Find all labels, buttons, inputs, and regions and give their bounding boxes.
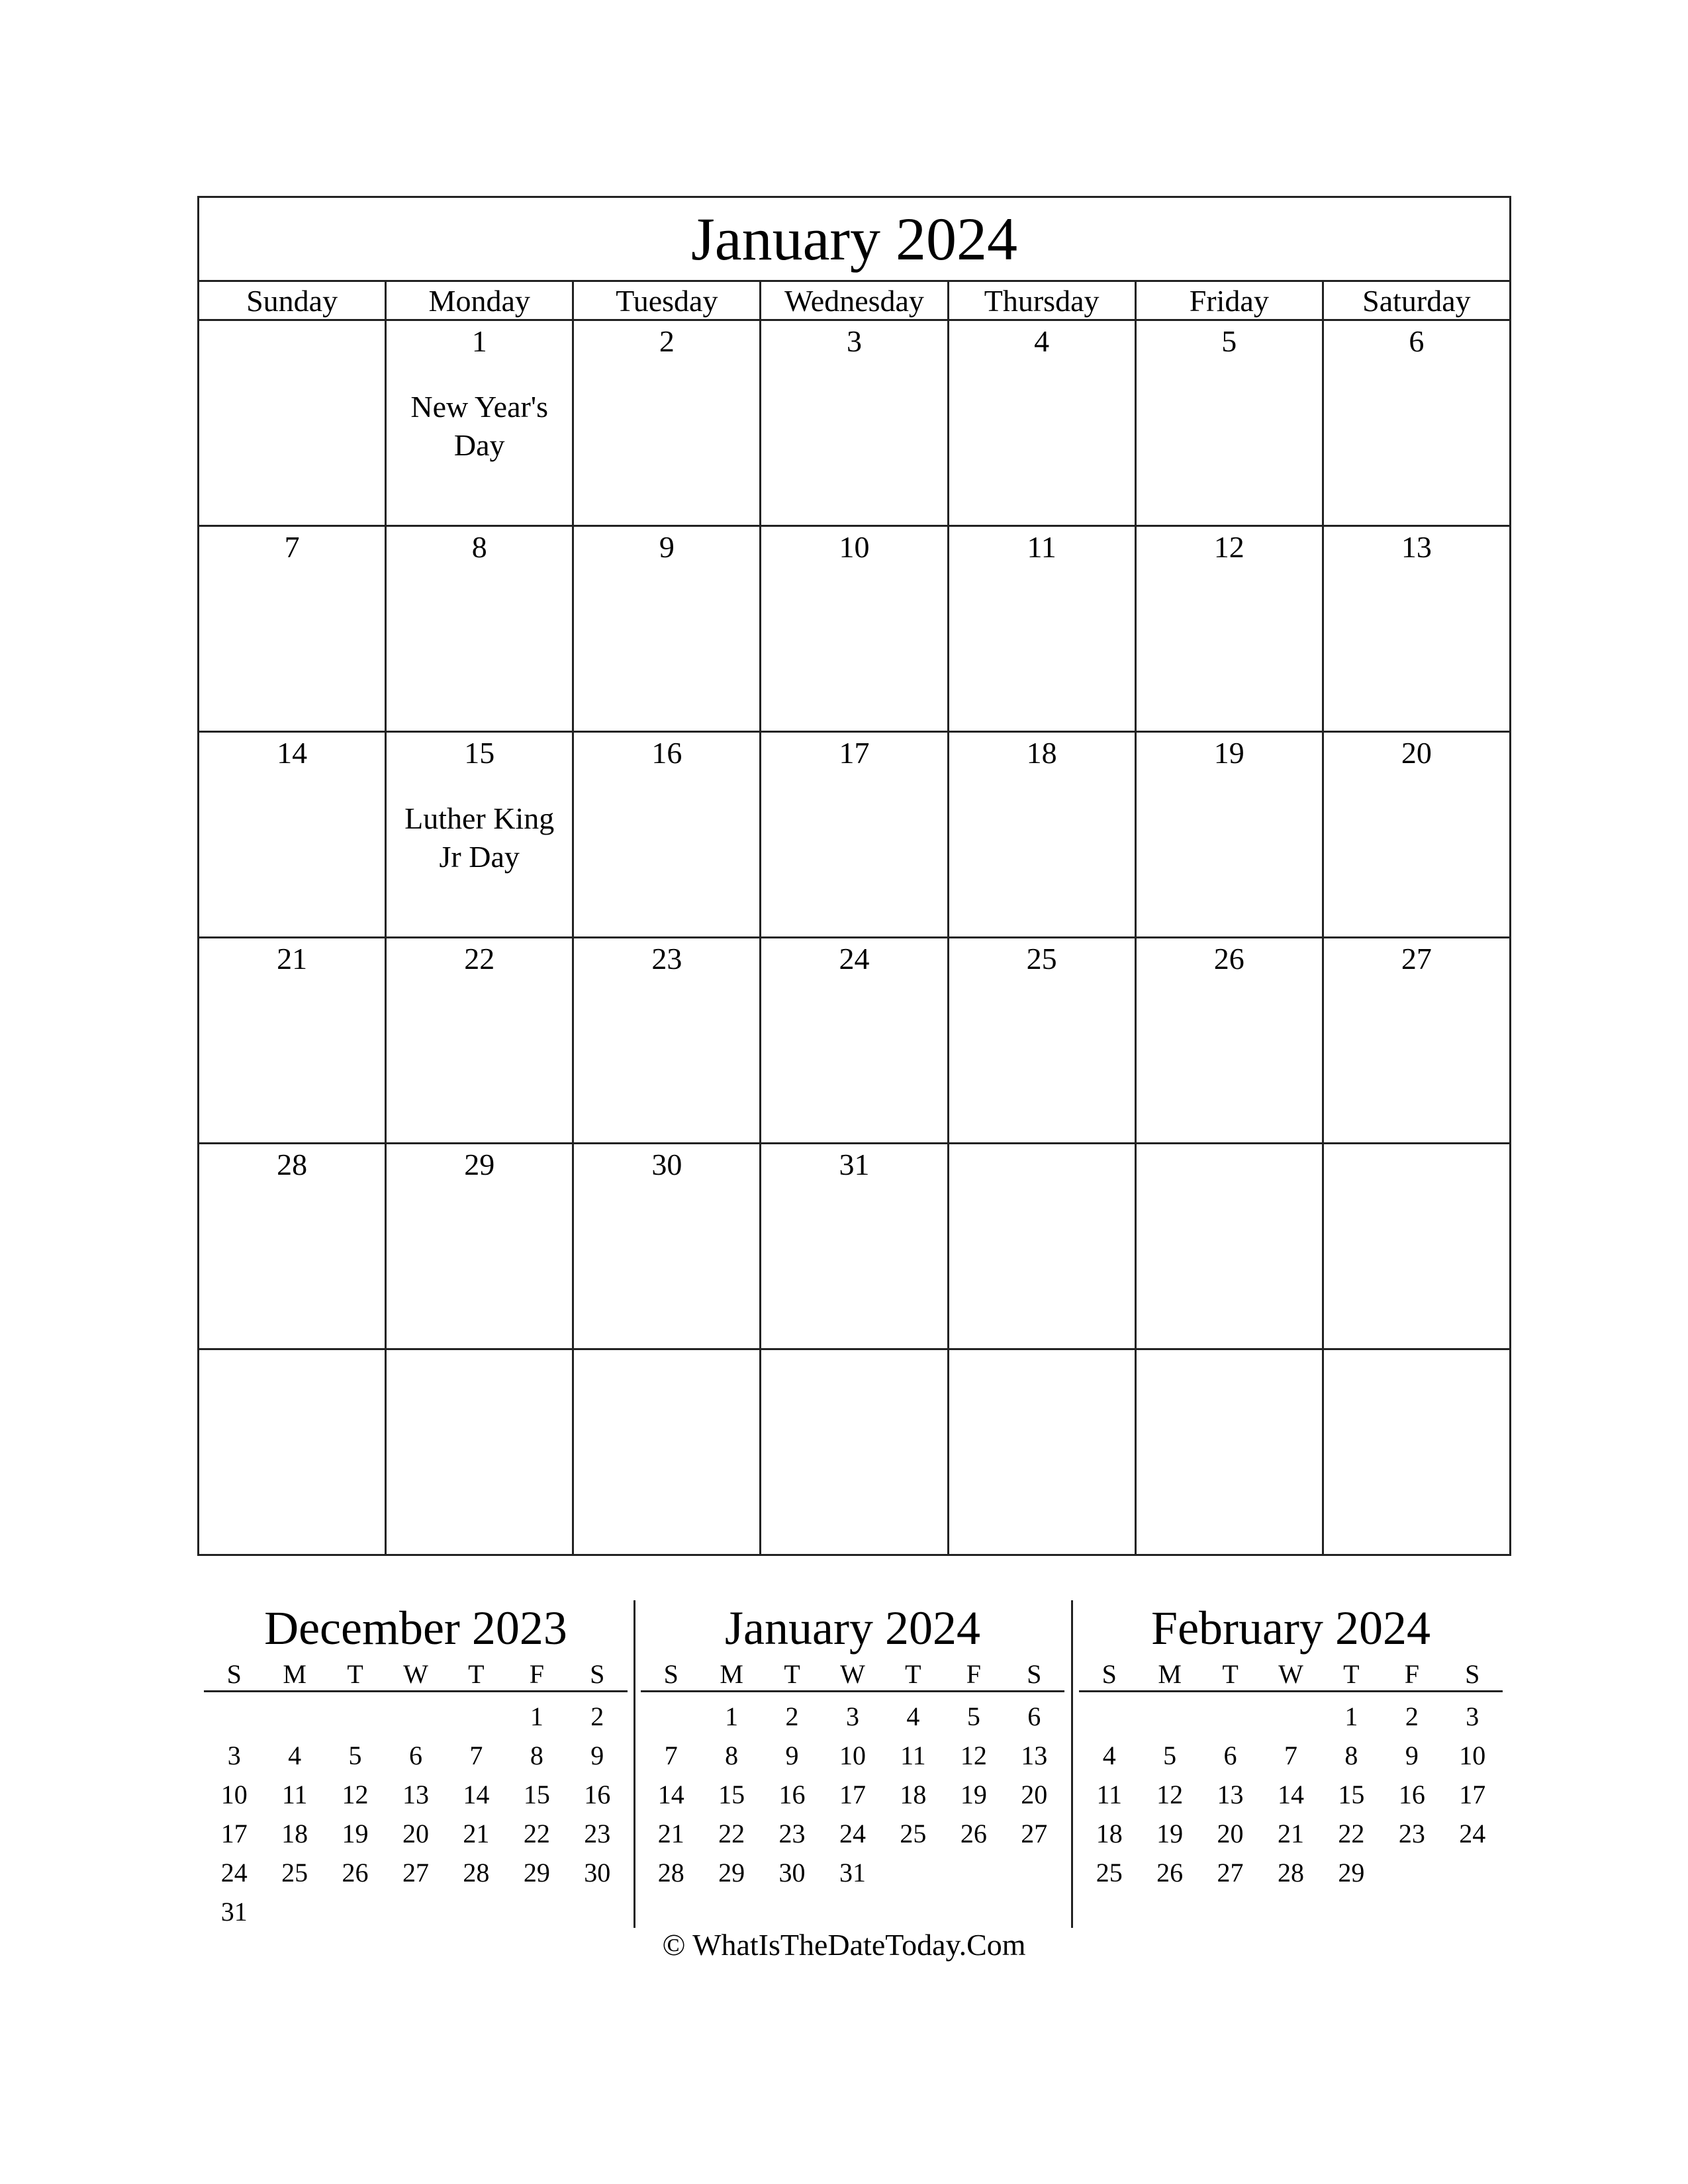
main-calendar [197, 196, 1511, 1556]
mini-day[interactable]: 3 [227, 1741, 241, 1770]
calendar-day-cell[interactable] [199, 526, 386, 732]
calendar-week-row [199, 732, 1511, 938]
mini-week-row [204, 1853, 628, 1892]
calendar-day-cell[interactable] [1135, 1144, 1323, 1349]
day-number: 5 [1221, 324, 1237, 358]
mini-day [943, 1853, 1004, 1892]
mini-day[interactable]: 4 [1102, 1741, 1116, 1770]
mini-day[interactable]: 9 [1405, 1741, 1419, 1770]
mini-calendar-title: January 2024 [725, 1602, 980, 1655]
copyright-footer: © WhatIsTheDateToday.Com [662, 1928, 1026, 1962]
calendar-day-cell[interactable] [1323, 320, 1510, 526]
calendar-day-cell[interactable] [1323, 732, 1510, 938]
calendar-day-cell[interactable] [386, 732, 573, 938]
mini-day [1004, 1853, 1064, 1892]
mini-day[interactable]: 2 [1405, 1702, 1419, 1731]
mini-week-row [204, 1736, 628, 1775]
mini-day[interactable]: 21 [463, 1819, 490, 1848]
calendar-day-cell[interactable] [386, 1144, 573, 1349]
weekday-thursday: Thursday [948, 281, 1135, 320]
mini-day [446, 1692, 506, 1737]
holiday-label: New Year's Day [410, 389, 549, 462]
calendar-day-cell[interactable] [1323, 1349, 1510, 1555]
day-number: 30 [651, 1148, 682, 1181]
mini-day[interactable]: 29 [523, 1858, 550, 1888]
mini-weekday-header: S [1442, 1657, 1503, 1692]
day-number: 19 [1213, 736, 1244, 770]
mini-weekday-header: M [701, 1657, 761, 1692]
mini-day [1079, 1692, 1139, 1737]
calendar-day-cell[interactable] [761, 1144, 948, 1349]
calendar-week-row [199, 1349, 1511, 1555]
mini-day[interactable]: 12 [342, 1780, 369, 1809]
mini-day[interactable]: 6 [408, 1741, 422, 1770]
mini-day[interactable]: 26 [342, 1858, 369, 1888]
mini-day[interactable]: 25 [281, 1858, 308, 1888]
mini-day[interactable]: 16 [584, 1780, 611, 1809]
calendar-day-cell[interactable] [948, 320, 1135, 526]
mini-day [1260, 1692, 1321, 1737]
mini-weekday-header: T [1200, 1657, 1260, 1692]
holiday-label: Luther King Jr Day [404, 801, 555, 874]
day-number: 8 [471, 530, 487, 564]
mini-day[interactable]: 30 [778, 1858, 806, 1888]
calendar-day-cell[interactable] [386, 320, 573, 526]
day-number: 22 [464, 942, 495, 976]
mini-day[interactable]: 4 [288, 1741, 302, 1770]
mini-weekday-header: S [1079, 1657, 1139, 1692]
mini-day[interactable]: 3 [1466, 1702, 1479, 1731]
mini-day[interactable]: 20 [1217, 1819, 1244, 1848]
mini-day[interactable]: 13 [1217, 1780, 1244, 1809]
mini-weekday-header: T [325, 1657, 385, 1692]
mini-day[interactable]: 28 [1277, 1858, 1304, 1888]
mini-day[interactable]: 27 [1217, 1858, 1244, 1888]
mini-week-row [1079, 1736, 1503, 1775]
mini-day [1200, 1692, 1260, 1737]
mini-day[interactable]: 24 [1459, 1819, 1486, 1848]
weekday-sunday: Sunday [199, 281, 386, 320]
mini-week-row [1079, 1692, 1503, 1737]
calendar-day-cell[interactable] [1135, 320, 1323, 526]
day-number: 7 [284, 530, 300, 564]
weekday-tuesday: Tuesday [573, 281, 761, 320]
mini-day[interactable]: 5 [1163, 1741, 1177, 1770]
mini-calendar-grid [204, 1657, 628, 1931]
mini-week-row [1079, 1775, 1503, 1814]
mini-day[interactable]: 23 [1398, 1819, 1425, 1848]
mini-day[interactable]: 1 [1344, 1702, 1358, 1731]
mini-day[interactable]: 27 [1021, 1819, 1048, 1848]
day-number: 27 [1401, 942, 1432, 976]
mini-day[interactable]: 30 [584, 1858, 611, 1888]
calendar-day-cell[interactable] [386, 526, 573, 732]
calendar-title: January 2024 [199, 197, 1511, 281]
mini-day[interactable]: 2 [590, 1702, 604, 1731]
mini-divider [1071, 1600, 1073, 1928]
mini-calendar-previous [204, 1602, 628, 1931]
day-number: 15 [464, 736, 495, 770]
day-number: 18 [1026, 736, 1057, 770]
mini-day [506, 1892, 567, 1931]
calendar-grid [199, 320, 1511, 1555]
day-number: 10 [839, 530, 870, 564]
mini-day[interactable]: 21 [657, 1819, 684, 1848]
mini-day[interactable]: 16 [1398, 1780, 1425, 1809]
mini-calendar-title: February 2024 [1151, 1602, 1430, 1655]
mini-day[interactable]: 21 [1277, 1819, 1304, 1848]
calendar-day-cell[interactable] [386, 938, 573, 1144]
day-number: 29 [464, 1148, 495, 1181]
mini-day [1382, 1853, 1442, 1892]
day-number: 6 [1409, 324, 1425, 358]
mini-day[interactable]: 13 [402, 1780, 429, 1809]
weekday-monday: Monday [386, 281, 573, 320]
weekday-wednesday: Wednesday [761, 281, 948, 320]
mini-day[interactable]: 11 [1096, 1780, 1122, 1809]
mini-day[interactable]: 24 [839, 1819, 866, 1848]
mini-weekday-header: S [1004, 1657, 1064, 1692]
mini-day[interactable]: 23 [584, 1819, 611, 1848]
mini-day[interactable]: 22 [1338, 1819, 1365, 1848]
mini-day[interactable]: 15 [1338, 1780, 1365, 1809]
mini-calendar-next [1079, 1602, 1503, 1892]
mini-week-row [641, 1692, 1064, 1737]
mini-weekday-header: M [1139, 1657, 1199, 1692]
day-number: 11 [1027, 530, 1056, 564]
mini-day[interactable]: 16 [778, 1780, 806, 1809]
calendar-day-cell[interactable] [573, 1144, 761, 1349]
mini-week-row [1079, 1814, 1503, 1853]
mini-day[interactable]: 19 [342, 1819, 369, 1848]
mini-day[interactable]: 29 [1338, 1858, 1365, 1888]
mini-weekday-header: T [883, 1657, 943, 1692]
mini-weekday-header: F [943, 1657, 1004, 1692]
mini-weekday-header: S [641, 1657, 701, 1692]
calendar-day-cell[interactable] [199, 320, 386, 526]
mini-day[interactable]: 19 [1156, 1819, 1184, 1848]
mini-day [1442, 1853, 1503, 1892]
mini-calendar-title: December 2023 [264, 1602, 567, 1655]
calendar-day-cell[interactable] [199, 938, 386, 1144]
mini-weekday-header: F [1382, 1657, 1442, 1692]
mini-weekday-header: S [204, 1657, 264, 1692]
mini-day [446, 1892, 506, 1931]
mini-week-row [641, 1736, 1064, 1775]
mini-week-row [641, 1853, 1064, 1892]
mini-day[interactable]: 29 [718, 1858, 745, 1888]
mini-weekday-header: W [822, 1657, 882, 1692]
mini-day[interactable]: 28 [657, 1858, 684, 1888]
calendar-day-cell[interactable] [761, 526, 948, 732]
mini-day[interactable]: 1 [530, 1702, 543, 1731]
mini-calendar-grid [641, 1657, 1064, 1892]
calendar-day-cell[interactable] [1135, 1349, 1323, 1555]
weekday-saturday: Saturday [1323, 281, 1510, 320]
mini-day[interactable]: 11 [281, 1780, 308, 1809]
mini-day[interactable]: 19 [960, 1780, 987, 1809]
mini-week-row [641, 1775, 1064, 1814]
calendar-day-cell[interactable] [573, 1349, 761, 1555]
day-number: 31 [839, 1148, 870, 1181]
mini-day[interactable]: 10 [220, 1780, 248, 1809]
mini-day[interactable]: 7 [664, 1741, 678, 1770]
calendar-day-cell[interactable] [948, 938, 1135, 1144]
mini-day [883, 1853, 943, 1892]
mini-day[interactable]: 26 [960, 1819, 987, 1848]
mini-day[interactable]: 10 [1459, 1741, 1486, 1770]
mini-week-row [204, 1775, 628, 1814]
mini-week-row [204, 1692, 628, 1737]
mini-day[interactable]: 15 [523, 1780, 550, 1809]
mini-weekday-header: W [385, 1657, 445, 1692]
mini-day[interactable]: 8 [725, 1741, 739, 1770]
day-number: 16 [651, 736, 682, 770]
mini-day[interactable]: 8 [1344, 1741, 1358, 1770]
mini-day[interactable]: 27 [402, 1858, 429, 1888]
calendar-day-cell[interactable] [573, 320, 761, 526]
day-number: 17 [839, 736, 870, 770]
calendar-day-cell[interactable] [948, 1144, 1135, 1349]
mini-day[interactable]: 18 [900, 1780, 927, 1809]
mini-day[interactable]: 6 [1223, 1741, 1237, 1770]
weekday-friday: Friday [1135, 281, 1323, 320]
mini-weekday-header: M [264, 1657, 324, 1692]
mini-day [264, 1892, 324, 1931]
mini-day[interactable]: 10 [839, 1741, 866, 1770]
mini-day [641, 1692, 701, 1737]
weekday-header-row [199, 281, 1511, 320]
mini-day[interactable]: 14 [657, 1780, 684, 1809]
calendar-day-cell[interactable] [1135, 526, 1323, 732]
calendar-day-cell[interactable] [199, 732, 386, 938]
mini-day[interactable]: 23 [778, 1819, 806, 1848]
mini-day [264, 1692, 324, 1737]
day-number: 13 [1401, 530, 1432, 564]
mini-day[interactable]: 13 [1021, 1741, 1048, 1770]
mini-day[interactable]: 25 [1096, 1858, 1123, 1888]
mini-day[interactable]: 6 [1027, 1702, 1041, 1731]
day-number: 24 [839, 942, 870, 976]
calendar-day-cell[interactable] [761, 320, 948, 526]
mini-week-row [1079, 1853, 1503, 1892]
mini-day[interactable]: 11 [900, 1741, 926, 1770]
mini-day[interactable]: 26 [1156, 1858, 1184, 1888]
mini-day[interactable]: 9 [590, 1741, 604, 1770]
day-number: 9 [659, 530, 675, 564]
mini-week-row [204, 1814, 628, 1853]
mini-day[interactable]: 12 [1156, 1780, 1184, 1809]
calendar-week-row [199, 938, 1511, 1144]
mini-calendar-grid [1079, 1657, 1503, 1892]
mini-day[interactable]: 18 [1096, 1819, 1123, 1848]
day-number: 2 [659, 324, 675, 358]
mini-day[interactable]: 7 [469, 1741, 483, 1770]
mini-day[interactable]: 18 [281, 1819, 308, 1848]
calendar-week-row [199, 526, 1511, 732]
mini-day[interactable]: 2 [785, 1702, 799, 1731]
day-number: 25 [1026, 942, 1057, 976]
day-number: 20 [1401, 736, 1432, 770]
mini-day[interactable]: 20 [402, 1819, 429, 1848]
calendar-day-cell[interactable] [761, 938, 948, 1144]
calendar-day-cell[interactable] [1135, 938, 1323, 1144]
day-number: 3 [846, 324, 862, 358]
mini-day[interactable]: 20 [1021, 1780, 1048, 1809]
mini-day[interactable]: 31 [220, 1897, 248, 1927]
day-number: 21 [277, 942, 308, 976]
mini-day[interactable]: 25 [900, 1819, 927, 1848]
mini-day[interactable]: 12 [960, 1741, 987, 1770]
mini-day[interactable]: 24 [220, 1858, 248, 1888]
calendar-day-cell[interactable] [573, 938, 761, 1144]
calendar-week-row [199, 320, 1511, 526]
calendar-day-cell[interactable] [948, 526, 1135, 732]
calendar-day-cell[interactable] [573, 526, 761, 732]
mini-divider [633, 1600, 635, 1928]
mini-day[interactable]: 3 [845, 1702, 859, 1731]
day-number: 4 [1034, 324, 1050, 358]
mini-day[interactable]: 15 [718, 1780, 745, 1809]
mini-day[interactable]: 8 [530, 1741, 543, 1770]
mini-day [385, 1692, 445, 1737]
mini-day[interactable]: 22 [523, 1819, 550, 1848]
mini-day[interactable]: 5 [348, 1741, 362, 1770]
calendar-week-row [199, 1144, 1511, 1349]
calendar-day-cell[interactable] [199, 1349, 386, 1555]
calendar-day-cell[interactable] [1323, 1144, 1510, 1349]
calendar-day-cell[interactable] [386, 1349, 573, 1555]
calendar-day-cell[interactable] [1135, 732, 1323, 938]
calendar-day-cell[interactable] [573, 732, 761, 938]
mini-day[interactable]: 14 [1277, 1780, 1304, 1809]
day-number: 23 [651, 942, 682, 976]
mini-day[interactable]: 31 [839, 1858, 866, 1888]
mini-day [325, 1892, 385, 1931]
mini-week-row [204, 1892, 628, 1931]
mini-day[interactable]: 9 [785, 1741, 799, 1770]
mini-day[interactable]: 5 [966, 1702, 980, 1731]
day-number: 1 [471, 324, 487, 358]
calendar-day-cell[interactable] [948, 732, 1135, 938]
mini-day[interactable]: 1 [725, 1702, 739, 1731]
mini-day [385, 1892, 445, 1931]
day-number: 26 [1213, 942, 1244, 976]
mini-day [325, 1692, 385, 1737]
mini-weekday-header: T [762, 1657, 822, 1692]
mini-day [1139, 1692, 1199, 1737]
mini-day[interactable]: 17 [839, 1780, 866, 1809]
mini-day [567, 1892, 628, 1931]
calendar-day-cell[interactable] [761, 732, 948, 938]
mini-day[interactable]: 28 [463, 1858, 490, 1888]
mini-day[interactable]: 22 [718, 1819, 745, 1848]
calendar-day-cell[interactable] [761, 1349, 948, 1555]
mini-day[interactable]: 14 [463, 1780, 490, 1809]
mini-day[interactable]: 17 [1459, 1780, 1486, 1809]
calendar-day-cell[interactable] [199, 1144, 386, 1349]
mini-week-row [641, 1814, 1064, 1853]
calendar-day-cell[interactable] [1323, 526, 1510, 732]
mini-weekday-header: T [446, 1657, 506, 1692]
mini-day[interactable]: 7 [1284, 1741, 1297, 1770]
day-number: 28 [277, 1148, 308, 1181]
mini-day[interactable]: 4 [906, 1702, 920, 1731]
mini-weekday-header: T [1321, 1657, 1382, 1692]
mini-day [204, 1692, 264, 1737]
calendar-day-cell[interactable] [1323, 938, 1510, 1144]
day-number: 14 [277, 736, 308, 770]
day-number: 12 [1213, 530, 1244, 564]
mini-day[interactable]: 17 [220, 1819, 248, 1848]
mini-weekday-header: W [1260, 1657, 1321, 1692]
mini-weekday-header: S [567, 1657, 628, 1692]
mini-calendar-current [641, 1602, 1064, 1892]
mini-weekday-header: F [506, 1657, 567, 1692]
calendar-day-cell[interactable] [948, 1349, 1135, 1555]
